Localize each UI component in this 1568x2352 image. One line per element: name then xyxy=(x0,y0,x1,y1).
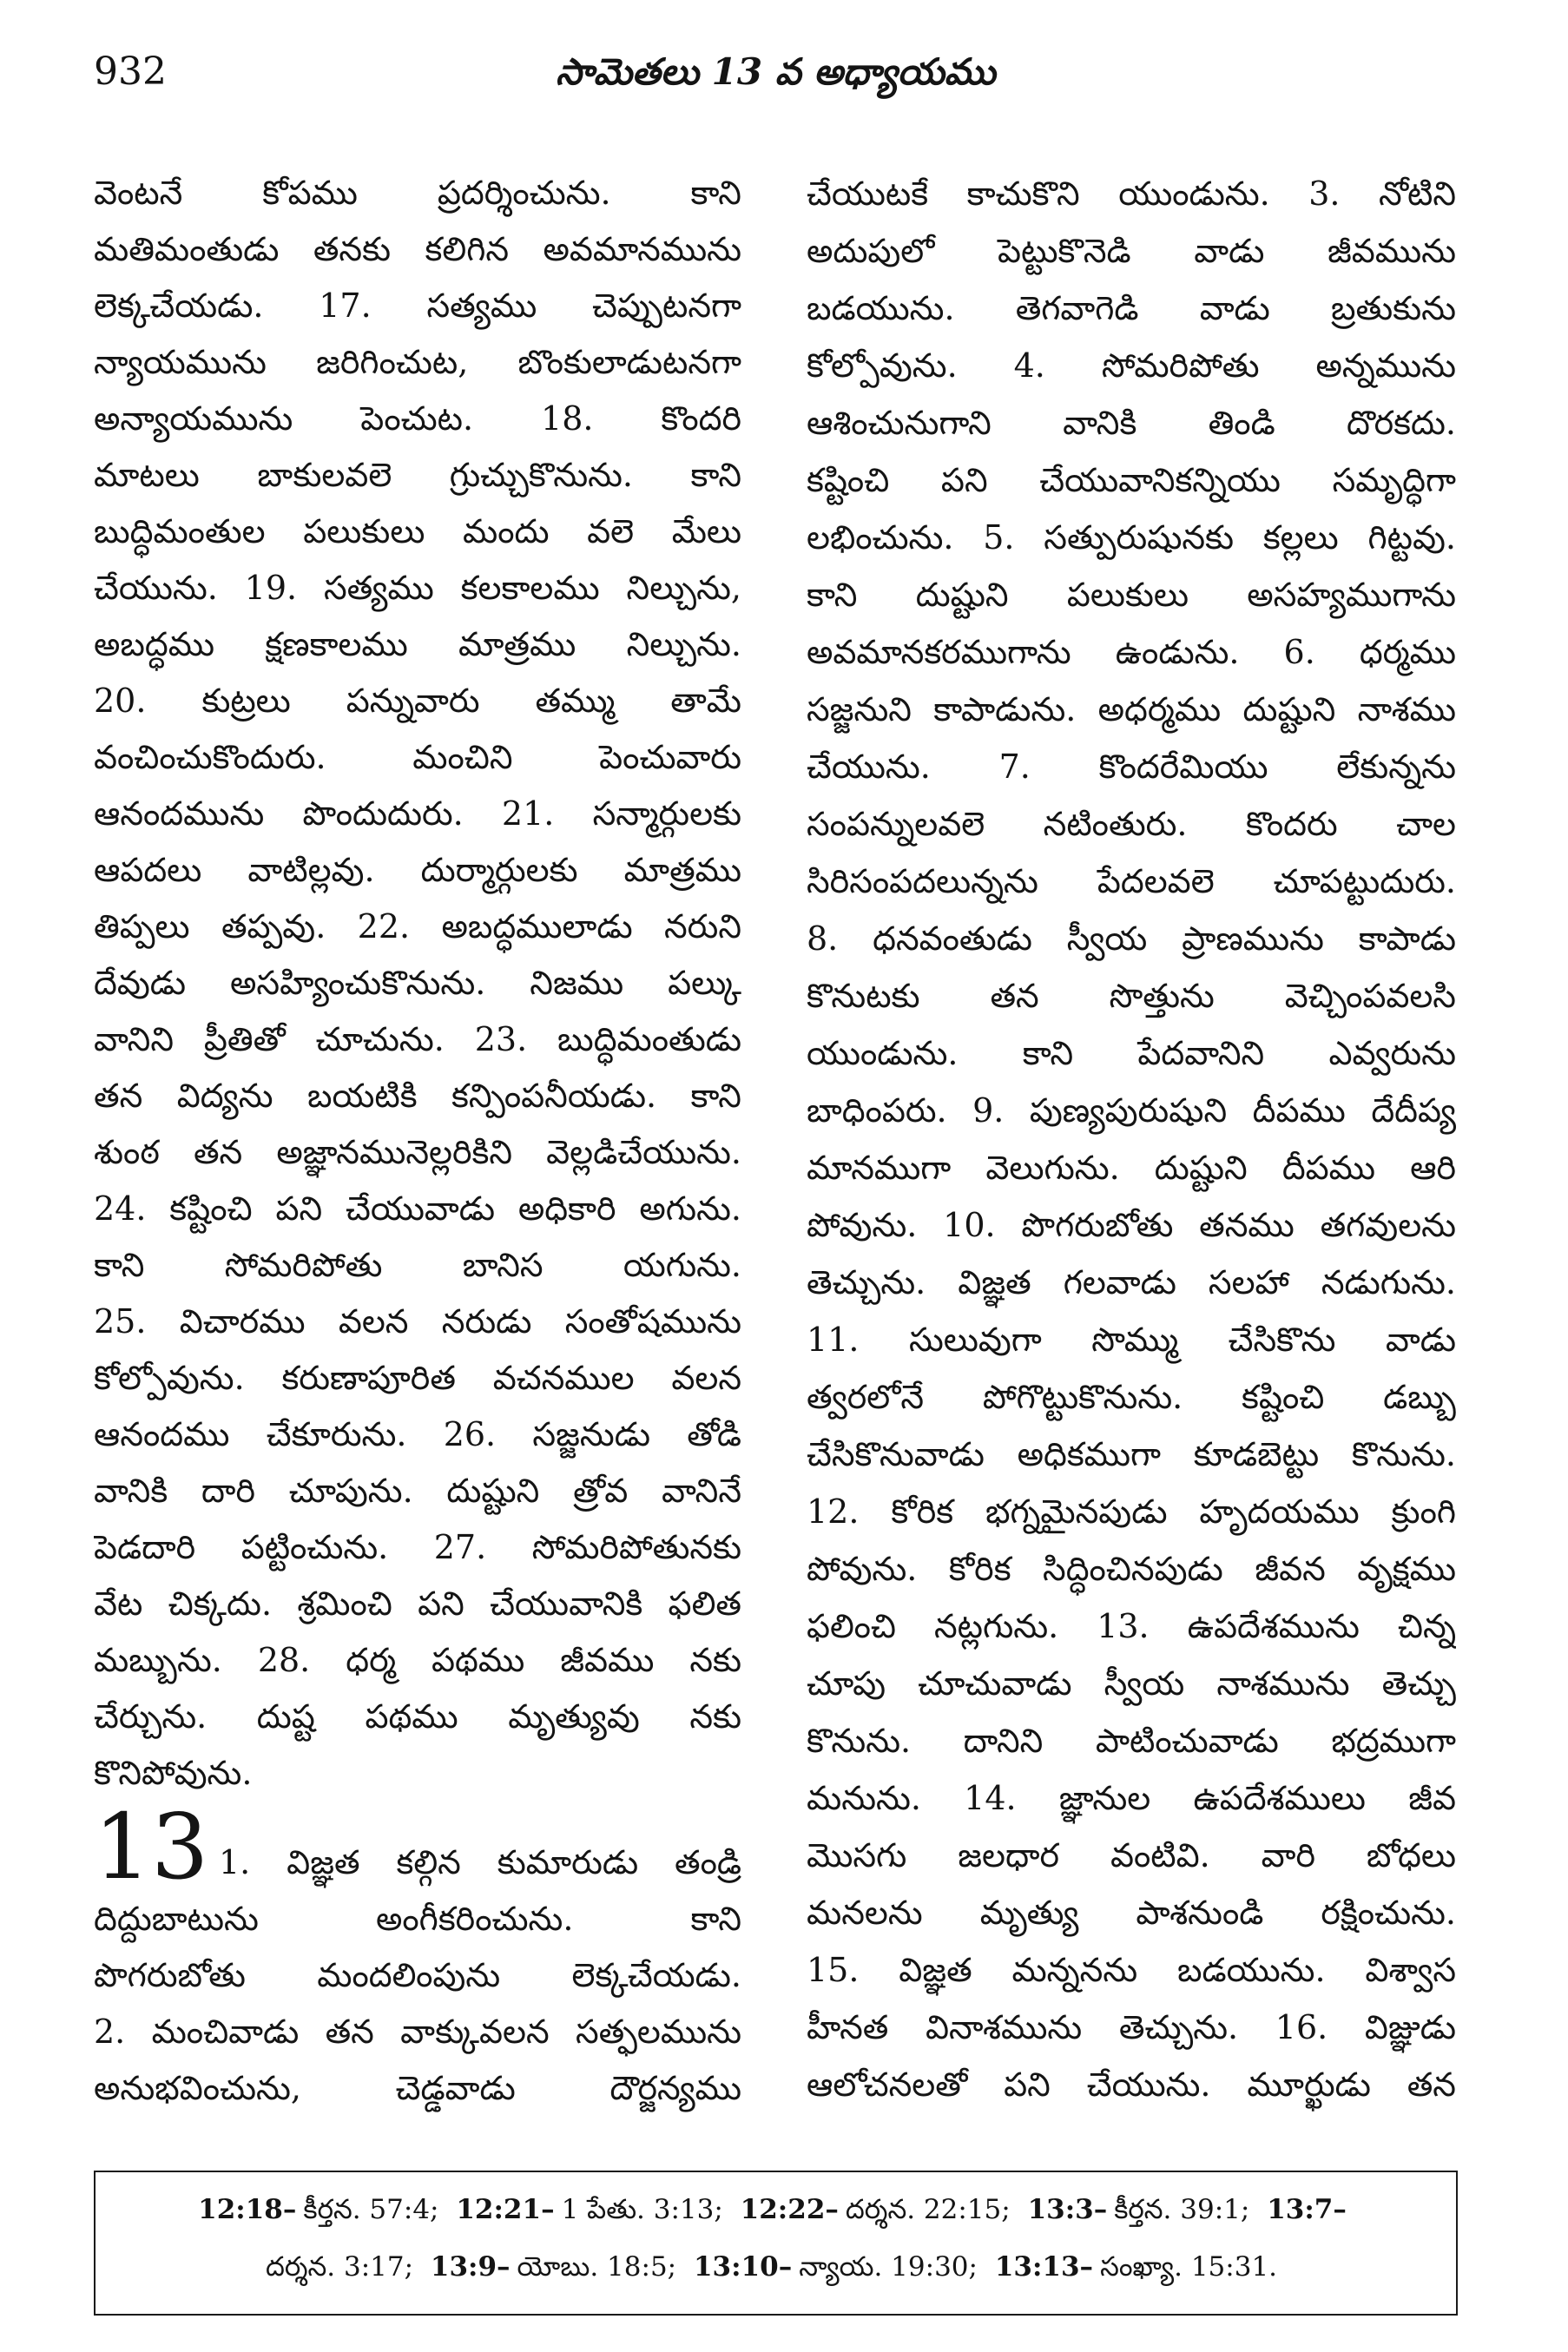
text-line: అన్యాయమును పెంచుట. 18. కొందరి xyxy=(94,399,741,438)
footnote-line xyxy=(96,2181,1456,2238)
text-line: మాటలు బాకులవలె గ్రుచ్చుకొనును. కాని xyxy=(94,456,741,494)
footnote-text: న్యాయ. 19:30; xyxy=(799,2251,978,2283)
text-line: న్యాయమును జరిగించుట, బొంకులాడుటనగా xyxy=(94,343,741,381)
text-line: పొగరుబోతు మందలింపును లెక్కచేయడు. xyxy=(94,1956,741,1994)
text-line: కొనును. దానిని పాటించువాడు భద్రముగా xyxy=(807,1722,1456,1760)
text-line: 2. మంచివాడు తన వాక్కువలన సత్ఫలమును xyxy=(94,2013,741,2051)
footnote-ref: 12:21– xyxy=(456,2194,555,2225)
text-line: ఆనందమును పొందుదురు. 21. సన్మార్గులకు xyxy=(94,794,741,833)
text-line: ఆనందము చేకూరును. 26. సజ్జనుడు తోడి xyxy=(94,1415,741,1453)
text-line: కోల్పోవును. 4. సోమరిపోతు అన్నమును xyxy=(807,346,1456,385)
footnote-ref: 13:13– xyxy=(994,2251,1094,2283)
text-line: ఆలోచనలతో పని చేయును. మూర్ఖుడు తన xyxy=(807,2065,1456,2104)
text-line: పెడదారి పట్టించును. 27. సోమరిపోతునకు xyxy=(94,1528,741,1566)
text-line: కాని దుష్టుని పలుకులు అసహ్యముగాను xyxy=(807,576,1456,614)
footnote-ref: 13:7– xyxy=(1267,2194,1347,2225)
text-line: 25. విచారము వలన నరుడు సంతోషమును xyxy=(94,1302,741,1341)
footnote-text: కీర్తన. 39:1; xyxy=(1114,2194,1250,2225)
text-line: 12. కోరిక భగ్నమైనపుడు హృదయము క్రుంగి xyxy=(807,1492,1456,1531)
text-line: ఆపదలు వాటిల్లవు. దుర్మార్గులకు మాత్రము xyxy=(94,851,741,889)
text-line: చేసికొనువాడు అధికముగా కూడబెట్టు కొనును. xyxy=(807,1435,1456,1473)
text-line: త్వరలోనే పోగొట్టుకొనును. కష్టించి డబ్బు xyxy=(807,1378,1456,1416)
footnote-text: 1 పేతు. 3:13; xyxy=(561,2194,723,2225)
footnote-text: యోబు. 18:5; xyxy=(517,2251,677,2283)
text-line: సిరిసంపదలున్నను పేదలవలె చూపట్టుదురు. xyxy=(807,862,1456,900)
text-line: 11. సులువుగా సొమ్ము చేసికొను వాడు xyxy=(807,1321,1456,1359)
text-line: తన విద్యను బయటికి కన్పింపనీయడు. కాని xyxy=(94,1077,741,1115)
text-line: 24. కష్టించి పని చేయువాడు అధికారి అగును. xyxy=(94,1189,741,1228)
text-line: దేవుడు అసహ్యించుకొనును. నిజము పల్కు xyxy=(94,964,741,1002)
page-number: 932 xyxy=(94,49,167,94)
footnote-ref: 12:18– xyxy=(198,2194,297,2225)
text-line: కోల్పోవును. కరుణాపూరిత వచనముల వలన xyxy=(94,1359,741,1397)
text-line: హీనత వినాశమును తెచ్చును. 16. విజ్ఞుడు xyxy=(807,2008,1456,2046)
text-line: లభించును. 5. సత్పురుషునకు కల్లలు గిట్టవు. xyxy=(807,518,1456,557)
footnote-text: కీర్తన. 57:4; xyxy=(303,2194,439,2225)
text-line: వానికి దారి చూపును. దుష్టుని త్రోవ వానినే xyxy=(94,1472,741,1510)
text-line: శుంఠ తన అజ్ఞానమునెల్లరికిని వెల్లడిచేయును. xyxy=(94,1133,741,1171)
text-line: మానముగా వెలుగును. దుష్టుని దీపము ఆరి xyxy=(807,1149,1456,1187)
text-line: చేయును. 19. సత్యము కలకాలము నిల్చును, xyxy=(94,569,741,607)
text-line: తెచ్చును. విజ్ఞత గలవాడు సలహా నడుగును. xyxy=(807,1263,1456,1301)
text-line: మొసగు జలధార వంటివి. వారి బోధలు xyxy=(807,1836,1456,1874)
text-line: అబద్ధము క్షణకాలము మాత్రము నిల్చును. xyxy=(94,625,741,663)
cross-reference-box xyxy=(94,2171,1458,2316)
footnote-ref: 13:10– xyxy=(693,2251,793,2283)
footnote-ref: 12:22– xyxy=(740,2194,839,2225)
text-line: 15. విజ్ఞత మన్ననను బడయును. విశ్వాస xyxy=(807,1951,1456,1989)
text-line: వంచించుకొందురు. మంచిని పెంచువారు xyxy=(94,738,741,776)
text-line: మనలను మృత్యు పాశనుండి రక్షించును. xyxy=(807,1894,1456,1932)
footnote-ref: 13:9– xyxy=(430,2251,511,2283)
page-title: సామెతలు 13 వ అధ్యాయము xyxy=(556,50,996,93)
text-line: అదుపులో పెట్టుకొనెడి వాడు జీవమును xyxy=(807,232,1456,270)
verse-text: 1. విజ్ఞత కల్గిన కుమారుడు తండ్రి xyxy=(219,1843,741,1881)
footnote-text: దర్శన. 22:15; xyxy=(845,2194,1011,2225)
chapter-number: 13 xyxy=(94,1794,209,1900)
left-column xyxy=(94,165,741,2117)
text-line: కాని సోమరిపోతు బానిస యగును. xyxy=(94,1246,741,1284)
text-line: సజ్జనుని కాపాడును. అధర్మము దుష్టుని నాశము xyxy=(807,690,1456,728)
text-line: చేయుటకే కాచుకొని యుండును. 3. నోటిని xyxy=(807,175,1456,213)
text-line: మతిమంతుడు తనకు కలిగిన అవమానమును xyxy=(94,230,741,268)
text-line: 8. ధనవంతుడు స్వీయ ప్రాణమును కాపాడు xyxy=(807,919,1456,958)
footnote-text: దర్శన. 3:17; xyxy=(265,2251,414,2283)
text-line: వేట చిక్కదు. శ్రమించి పని చేయువానికి ఫలిత xyxy=(94,1584,741,1623)
text-line: కష్టించి పని చేయువానికన్నియు సమృద్ధిగా xyxy=(807,461,1456,499)
text-line: కొనిపోవును. xyxy=(94,1754,253,1792)
text-line: దిద్దుబాటును అంగీకరించును. కాని xyxy=(94,1900,741,1938)
text-line: అనుభవించును, చెడ్డవాడు దౌర్జన్యము xyxy=(94,2069,741,2107)
footnote-text: సంఖ్యా. 15:31. xyxy=(1100,2251,1278,2283)
text-line: బాధింపరు. 9. పుణ్యపురుషుని దీపము దేదీప్య xyxy=(807,1091,1456,1130)
text-line: తిప్పలు తప్పవు. 22. అబద్ధములాడు నరుని xyxy=(94,907,741,945)
text-line: చూపు చూచువాడు స్వీయ నాశమును తెచ్చు xyxy=(807,1664,1456,1703)
text-line: పోవును. కోరిక సిద్ధించినపుడు జీవన వృక్షము xyxy=(807,1550,1456,1588)
footnote-ref: 13:3– xyxy=(1027,2194,1108,2225)
text-line: చేయును. 7. కొందరేమియు లేకున్నను xyxy=(807,748,1456,786)
text-line: మబ్బును. 28. ధర్మ పథము జీవము నకు xyxy=(94,1641,741,1679)
text-line: లెక్కచేయడు. 17. సత్యము చెప్పుటనగా xyxy=(94,287,741,325)
text-line: మనును. 14. జ్ఞానుల ఉపదేశములు జీవ xyxy=(807,1779,1456,1817)
text-line: 20. కుట్రలు పన్నువారు తమ్ము తామే xyxy=(94,682,741,720)
chapter-first-line xyxy=(94,1794,741,1900)
text-line: వానిని ప్రీతితో చూచును. 23. బుద్ధిమంతుడు xyxy=(94,1020,741,1058)
text-line: యుండును. కాని పేదవానిని ఎవ్వరును xyxy=(807,1034,1456,1072)
text-line: కొనుటకు తన సొత్తును వెచ్చింపవలసి xyxy=(807,977,1456,1015)
text-line: సంపన్నులవలె నటింతురు. కొందరు చాల xyxy=(807,805,1456,843)
footnote-line xyxy=(96,2238,1456,2296)
right-column xyxy=(807,165,1456,2113)
text-line: చేర్చును. దుష్ట పథము మృత్యువు నకు xyxy=(94,1697,741,1736)
text-line: వెంటనే కోపము ప్రదర్శించును. కాని xyxy=(94,174,741,212)
chapter-start xyxy=(94,1794,741,2117)
text-line: ఫలించి నట్లగును. 13. ఉపదేశమును చిన్న xyxy=(807,1607,1456,1645)
text-line: బడయును. తెగవాగెడి వాడు బ్రతుకును xyxy=(807,289,1456,327)
text-line: ఆశించునుగాని వానికి తిండి దొరకదు. xyxy=(807,404,1456,442)
text-line: అవమానకరముగాను ఉండును. 6. ధర్మము xyxy=(807,633,1456,671)
text-line: బుద్ధిమంతుల పలుకులు మందు వలె మేలు xyxy=(94,512,741,550)
text-line: పోవును. 10. పొగరుబోతు తనము తగవులను xyxy=(807,1206,1456,1244)
